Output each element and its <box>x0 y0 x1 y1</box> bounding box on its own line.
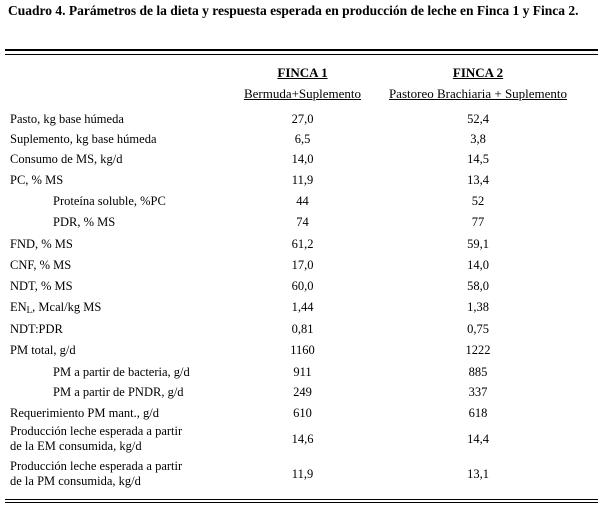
table-caption: Cuadro 4. Parámetros de la dieta y respuesta esperada en producción de leche en Finca 1 y Finca 2. <box>8 3 579 18</box>
bottom-rule <box>5 499 598 503</box>
finca-2-value: 52 <box>471 194 485 208</box>
finca-1-value: 60,0 <box>291 279 314 293</box>
row-label-line-2: de la PM consumida, kg/d <box>10 474 141 488</box>
finca-1-value: 17,0 <box>291 258 314 272</box>
finca-2-value: 77 <box>471 215 485 229</box>
column-subtitle: Bermuda+Suplemento <box>243 86 362 101</box>
finca-1-value: 249 <box>293 385 312 399</box>
finca-2-value: 14,4 <box>467 432 489 446</box>
finca-2-value: 13,1 <box>467 467 489 481</box>
row-label <box>10 424 182 454</box>
finca-1-value: 44 <box>296 194 309 208</box>
row-label-line-1: Producción leche esperada a partir <box>10 459 183 473</box>
row-label: PM a partir de PNDR, g/d <box>53 385 184 399</box>
finca-1-value: 14,6 <box>291 432 314 446</box>
finca-2-value: 0,75 <box>467 322 489 336</box>
finca-1-value: 1160 <box>290 343 315 357</box>
finca-2-value: 1222 <box>465 343 491 357</box>
finca-2-value: 618 <box>468 406 488 420</box>
row-label <box>10 459 182 489</box>
column-title: FINCA 1 <box>277 65 328 80</box>
row-label: Suplemento, kg base húmeda <box>10 132 157 146</box>
row-label-line-2: de la EM consumida, kg/d <box>10 439 142 453</box>
finca-1-value: 11,9 <box>291 173 314 187</box>
row-label: CNF, % MS <box>10 258 72 272</box>
row-label <box>10 300 101 315</box>
row-label: PM a partir de bacteria, g/d <box>53 365 190 379</box>
finca-1-value: 14,0 <box>291 152 314 166</box>
row-label: Proteína soluble, %PC <box>53 194 166 208</box>
column-header-finca-2 <box>369 65 587 102</box>
finca-1-value: 6,5 <box>294 132 311 146</box>
finca-2-value: 885 <box>468 365 488 379</box>
row-label-rest: , Mcal/kg MS <box>32 300 102 314</box>
row-label: Requerimiento PM mant., g/d <box>10 406 159 420</box>
finca-2-value: 59,1 <box>467 237 489 251</box>
finca-2-value: 337 <box>468 385 488 399</box>
finca-1-value: 1,44 <box>291 300 314 314</box>
finca-2-value: 13,4 <box>467 173 489 187</box>
row-label: NDT:PDR <box>10 322 63 336</box>
row-label: NDT, % MS <box>10 279 73 293</box>
finca-2-value: 1,38 <box>467 300 489 314</box>
finca-2-value: 58,0 <box>467 279 489 293</box>
column-title: FINCA 2 <box>452 65 504 80</box>
row-label-line-1: Producción leche esperada a partir <box>10 424 183 438</box>
row-label: FND, % MS <box>10 237 73 251</box>
finca-1-value: 911 <box>293 365 312 379</box>
row-label: Pasto, kg base húmeda <box>10 112 124 126</box>
row-label-main: EN <box>10 300 27 314</box>
finca-1-value: 0,81 <box>291 322 314 336</box>
finca-1-value: 27,0 <box>291 112 314 126</box>
finca-2-value: 14,0 <box>467 258 489 272</box>
row-label: PDR, % MS <box>53 215 116 229</box>
finca-1-value: 610 <box>293 406 312 420</box>
row-label-subscript: L <box>26 305 33 315</box>
column-header-finca-1 <box>236 65 369 102</box>
top-rule <box>5 49 598 55</box>
finca-1-value: 74 <box>296 215 309 229</box>
finca-2-value: 14,5 <box>467 152 489 166</box>
finca-1-value: 11,9 <box>291 467 314 481</box>
row-label: PC, % MS <box>10 173 64 187</box>
column-subtitle: Pastoreo Brachiaria + Suplemento <box>388 86 568 101</box>
finca-2-value: 3,8 <box>470 132 486 146</box>
row-label: PM total, g/d <box>10 343 76 357</box>
row-label: Consumo de MS, kg/d <box>10 152 123 166</box>
finca-1-value: 61,2 <box>291 237 314 251</box>
finca-2-value: 52,4 <box>467 112 489 126</box>
